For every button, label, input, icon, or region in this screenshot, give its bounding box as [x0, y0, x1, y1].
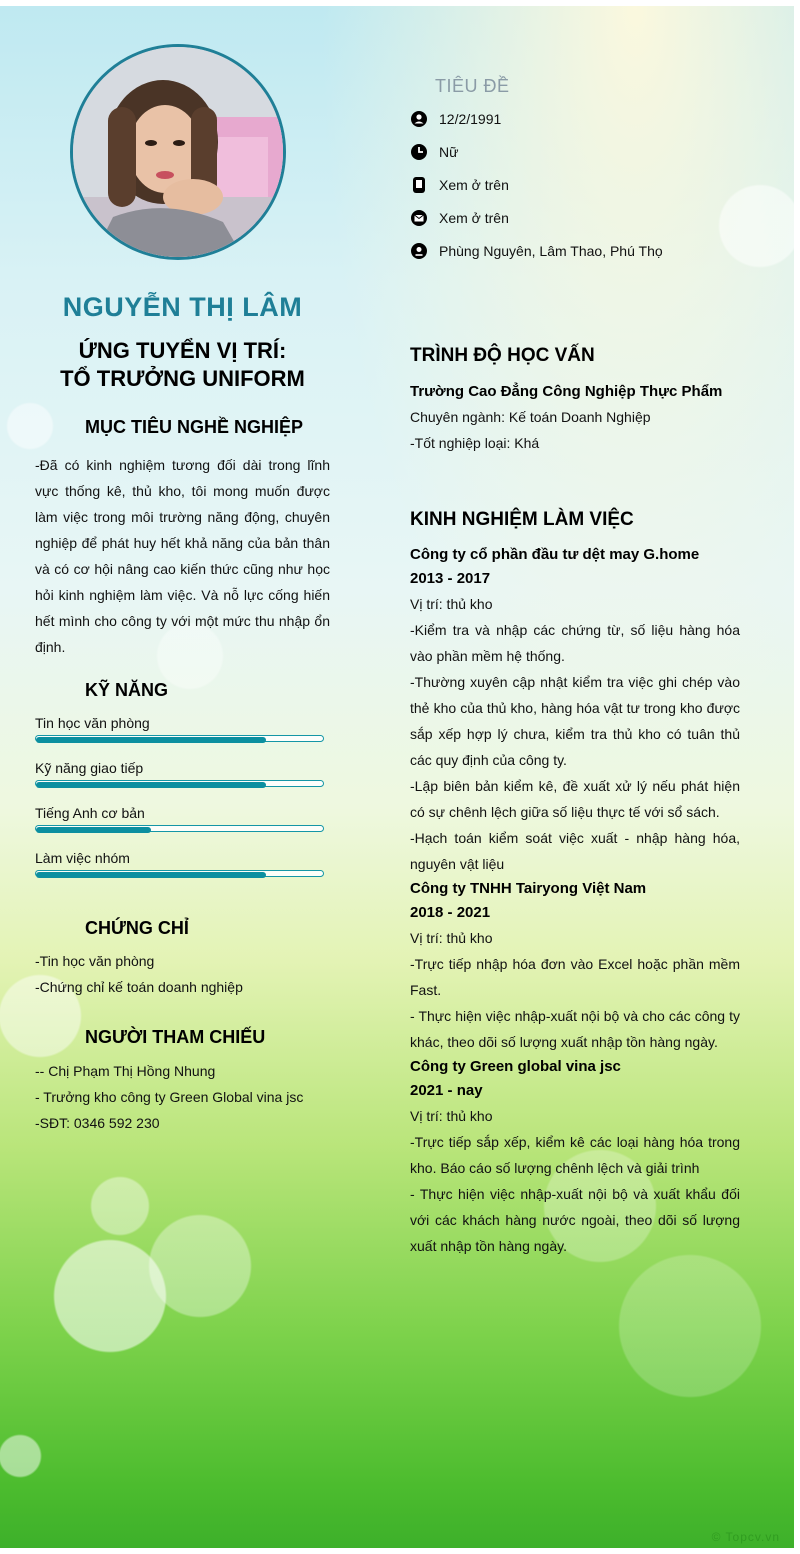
experience-title: KINH NGHIỆM LÀM VIỆC: [410, 509, 634, 530]
user-icon: [410, 110, 428, 128]
certificates-title: CHỨNG CHỈ: [85, 918, 189, 938]
job-company: Công ty TNHH Tairyong Việt Nam: [410, 880, 647, 897]
contact-address: [410, 240, 663, 262]
watermark: © Topcv.vn: [711, 1530, 780, 1544]
job-period: 2021 - nay: [410, 1082, 483, 1099]
portrait-image: [73, 47, 283, 257]
job-company: Công ty cổ phần đầu tư dệt may G.home: [410, 546, 700, 563]
job-line: Vị trí: thủ kho: [410, 930, 493, 946]
reference-item: - Trưởng kho công ty Green Global vina jsc: [35, 1089, 304, 1105]
objective-text: -Đã có kinh nghiệm tương đối dài trong lĩnh vực thống kê, thủ kho, tôi mong muốn được làm việc trong môi trường năng động, chuyên nghiệp để phát huy hết khả năng của bản thân và có cơ hội nâng cao kiến thức cũng như học hỏi kinh nghiệm làm việc. Và nỗ lực cống hiến hết mình cho công ty với một mức thu nhập ổn định.: [35, 457, 330, 655]
skill-bar: [35, 780, 324, 787]
job-line: Vị trí: thủ kho: [410, 596, 493, 612]
skill-bar-fill: [36, 782, 266, 788]
applied-position-label: ỨNG TUYỂN VỊ TRÍ:: [78, 338, 287, 363]
job-period: 2013 - 2017: [410, 570, 491, 587]
education-school: Trường Cao Đẳng Công Nghiệp Thực Phẩm: [410, 383, 723, 400]
skill-bar-fill: [36, 872, 266, 878]
contact-birthday-text: 12/2/1991: [439, 111, 502, 127]
applied-position-value: TỔ TRƯỞNG UNIFORM: [60, 366, 305, 391]
skill-name: Tin học văn phòng: [35, 715, 150, 731]
clock-icon: [410, 143, 428, 161]
contact-phone: [410, 174, 509, 196]
certificates-list: [35, 948, 335, 1000]
skills-title: KỸ NĂNG: [85, 680, 169, 700]
skill-bar: [35, 870, 324, 877]
skill-bar: [35, 825, 324, 832]
reference-item: -- Chị Phạm Thị Hồng Nhung: [35, 1063, 216, 1079]
job-entry: [410, 543, 740, 877]
references-title: NGƯỜI THAM CHIẾU: [85, 1027, 266, 1047]
mail-icon: [410, 209, 428, 227]
contact-gender: [410, 141, 458, 163]
reference-item: -SĐT: 0346 592 230: [35, 1115, 160, 1131]
skill-item: [35, 847, 324, 877]
skill-name: Kỹ năng giao tiếp: [35, 760, 144, 776]
job-entry: [410, 877, 740, 1055]
contact-address-text: Phùng Nguyên, Lâm Thao, Phú Thọ: [439, 243, 663, 259]
objective-title: MỤC TIÊU NGHỀ NGHIỆP: [85, 417, 304, 437]
skill-bar-fill: [36, 737, 266, 743]
job-line: -Trực tiếp sắp xếp, kiểm kê các loại hàng hóa trong kho. Báo cáo số lượng chênh lệch và giải trình: [410, 1134, 740, 1176]
skill-item: [35, 712, 324, 742]
education-block: [410, 380, 740, 456]
location-icon: [410, 242, 428, 260]
profile-photo: [70, 44, 286, 260]
job-line: -Trực tiếp nhập hóa đơn vào Excel hoặc phần mềm Fast.: [410, 956, 740, 998]
job-period: 2018 - 2021: [410, 904, 491, 921]
skill-item: [35, 802, 324, 832]
job-entry: [410, 1055, 740, 1259]
cv-page: [0, 6, 794, 1548]
job-line: - Thực hiện việc nhập-xuất nội bộ và cho các công ty khác, theo dõi số lượng xuất nhập tồn hàng ngày.: [410, 1008, 740, 1050]
education-title: TRÌNH ĐỘ HỌC VẤN: [410, 345, 595, 366]
contact-email-text: Xem ở trên: [439, 210, 509, 226]
skill-bar: [35, 735, 324, 742]
certificate-item: -Tin học văn phòng: [35, 953, 155, 969]
experience-block: [410, 543, 740, 1259]
job-line: -Thường xuyên cập nhật kiểm tra việc ghi chép vào thẻ kho của thủ kho, hàng hóa vật tư trong kho được sắp xếp hợp lý chưa, kiểm tra thủ kho có tuân thủ các quy định của công ty.: [410, 674, 740, 768]
references-list: [35, 1058, 335, 1136]
skill-name: Làm việc nhóm: [35, 850, 130, 866]
job-line: Vị trí: thủ kho: [410, 1108, 493, 1124]
applied-position: [35, 337, 330, 393]
contact-email: [410, 207, 509, 229]
job-line: -Kiểm tra và nhập các chứng từ, số liệu hàng hóa vào phần mềm hệ thống.: [410, 622, 740, 664]
education-line: Chuyên ngành: Kế toán Doanh Nghiệp: [410, 409, 651, 425]
contact-gender-text: Nữ: [439, 144, 459, 160]
job-company: Công ty Green global vina jsc: [410, 1058, 621, 1075]
job-line: - Thực hiện việc nhập-xuất nội bộ và xuất khẩu đối với các khách hàng nước ngoài, theo dõi số lượng xuất nhập tồn hàng ngày.: [410, 1186, 740, 1254]
contact-phone-text: Xem ở trên: [439, 177, 509, 193]
certificate-item: -Chứng chỉ kế toán doanh nghiệp: [35, 979, 243, 995]
skill-item: [35, 757, 324, 787]
phone-icon: [410, 176, 428, 194]
job-line: -Hạch toán kiểm soát việc xuất - nhập hàng hóa, nguyên vật liệu: [410, 830, 740, 872]
contact-title: TIÊU ĐỀ: [435, 76, 510, 96]
skill-name: Tiếng Anh cơ bản: [35, 805, 145, 821]
candidate-name: NGUYỄN THỊ LÂM: [62, 292, 303, 322]
job-line: -Lập biên bản kiểm kê, đề xuất xử lý nếu phát hiện có sự chênh lệch giữa số liệu thực tế với sổ sách.: [410, 778, 740, 820]
contact-birthday: [410, 108, 501, 130]
education-line: -Tốt nghiệp loại: Khá: [410, 435, 540, 451]
skill-bar-fill: [36, 827, 151, 833]
